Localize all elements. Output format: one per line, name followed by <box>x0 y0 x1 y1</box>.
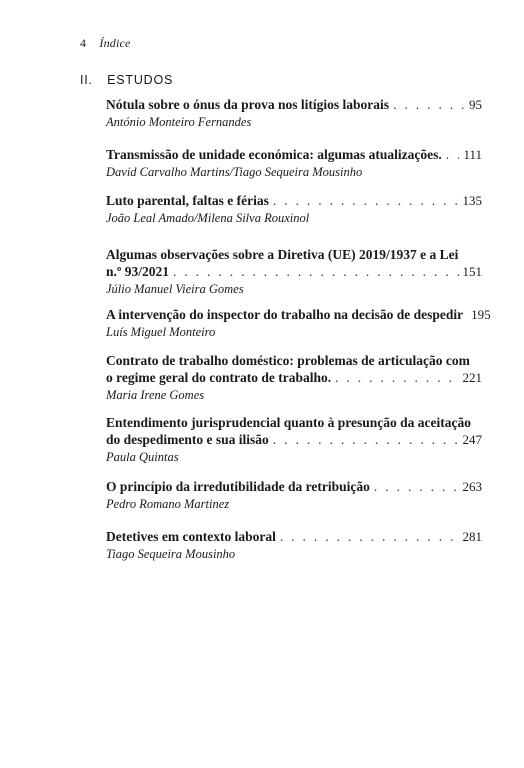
toc-entry-page: 111 <box>463 147 482 162</box>
toc-entry-page: 195 <box>471 307 491 322</box>
running-head-title: Índice <box>99 36 131 50</box>
toc-entry-title: n.º 93/2021 <box>106 264 169 279</box>
toc-entry-title-line <box>106 96 482 113</box>
toc-entry-page: 135 <box>462 193 482 208</box>
leader-dots <box>173 263 459 280</box>
leader-dots <box>446 146 460 163</box>
toc-entry-page: 247 <box>462 432 482 447</box>
toc-entry[interactable] <box>106 192 482 226</box>
toc-entry[interactable] <box>106 478 482 512</box>
toc-entry-title: Transmissão de unidade económica: algumas atualizações. <box>106 147 442 162</box>
toc-entry-page: 95 <box>469 97 482 112</box>
toc-entry[interactable] <box>106 146 482 180</box>
toc-entry-title: do despedimento e sua ilisão <box>106 432 269 447</box>
toc-entry[interactable] <box>106 96 482 130</box>
section-label: ESTUDOS <box>107 73 174 87</box>
toc-entry-title-line <box>106 369 482 386</box>
toc-entry-title-line <box>106 528 482 545</box>
leader-dots <box>335 369 458 386</box>
toc-entry-title-line <box>106 192 482 209</box>
toc-entry[interactable] <box>106 246 482 297</box>
toc-entry-title-line <box>106 146 482 163</box>
toc-entry-title-first: Entendimento jurisprudencial quanto à presunção da aceitação <box>106 415 472 430</box>
toc-entry-page: 221 <box>462 370 482 385</box>
toc-entry[interactable] <box>106 528 482 562</box>
toc-entry-title: Luto parental, faltas e férias <box>106 193 269 208</box>
toc-entry-author: Pedro Romano Martinez <box>106 497 230 511</box>
toc-entry-title: Nótula sobre o ónus da prova nos litígios laborais <box>106 97 390 112</box>
toc-entry-title: A intervenção do inspector do trabalho na decisão de despedir <box>106 307 464 322</box>
toc-entry-author: Júlio Manuel Vieira Gomes <box>106 282 244 296</box>
toc-entry-author: David Carvalho Martins/Tiago Sequeira Mousinho <box>106 165 363 179</box>
toc-entry-page: 281 <box>462 529 482 544</box>
section-number: II. <box>80 73 93 87</box>
leader-dots <box>280 528 459 545</box>
leader-dots <box>393 96 465 113</box>
page-number: 4 <box>80 36 87 50</box>
toc-entry-author: Maria Irene Gomes <box>106 388 205 402</box>
toc-entry[interactable] <box>106 352 482 403</box>
toc-entry-author: Paula Quintas <box>106 450 179 464</box>
toc-entry-page: 263 <box>462 479 482 494</box>
toc-entry-title-line <box>106 306 491 323</box>
toc-entry-page: 151 <box>462 264 482 279</box>
toc-entry[interactable] <box>106 306 491 340</box>
leader-dots <box>374 478 459 495</box>
toc-entry-title-first: Contrato de trabalho doméstico: problemas de articulação com <box>106 353 470 368</box>
section-heading <box>80 73 173 87</box>
toc-entry-author: Luís Miguel Monteiro <box>106 325 216 339</box>
toc-entry-title: O princípio da irredutibilidade da retribuição <box>106 479 370 494</box>
toc-entry-title: Detetives em contexto laboral <box>106 529 276 544</box>
toc-entry-title-line <box>106 263 482 280</box>
toc-entry-title-line <box>106 478 482 495</box>
toc-entry-title-line <box>106 431 482 448</box>
toc-entry-author: António Monteiro Fernandes <box>106 115 252 129</box>
running-head <box>80 36 131 51</box>
toc-entry-author: João Leal Amado/Milena Silva Rouxinol <box>106 211 310 225</box>
leader-dots <box>273 192 459 209</box>
toc-entry-author: Tiago Sequeira Mousinho <box>106 547 236 561</box>
toc-entry[interactable] <box>106 414 482 465</box>
toc-entry-title-first: Algumas observações sobre a Diretiva (UE) 2019/1937 e a Lei <box>106 247 459 262</box>
leader-dots <box>273 431 459 448</box>
toc-entry-title: o regime geral do contrato de trabalho. <box>106 370 332 385</box>
